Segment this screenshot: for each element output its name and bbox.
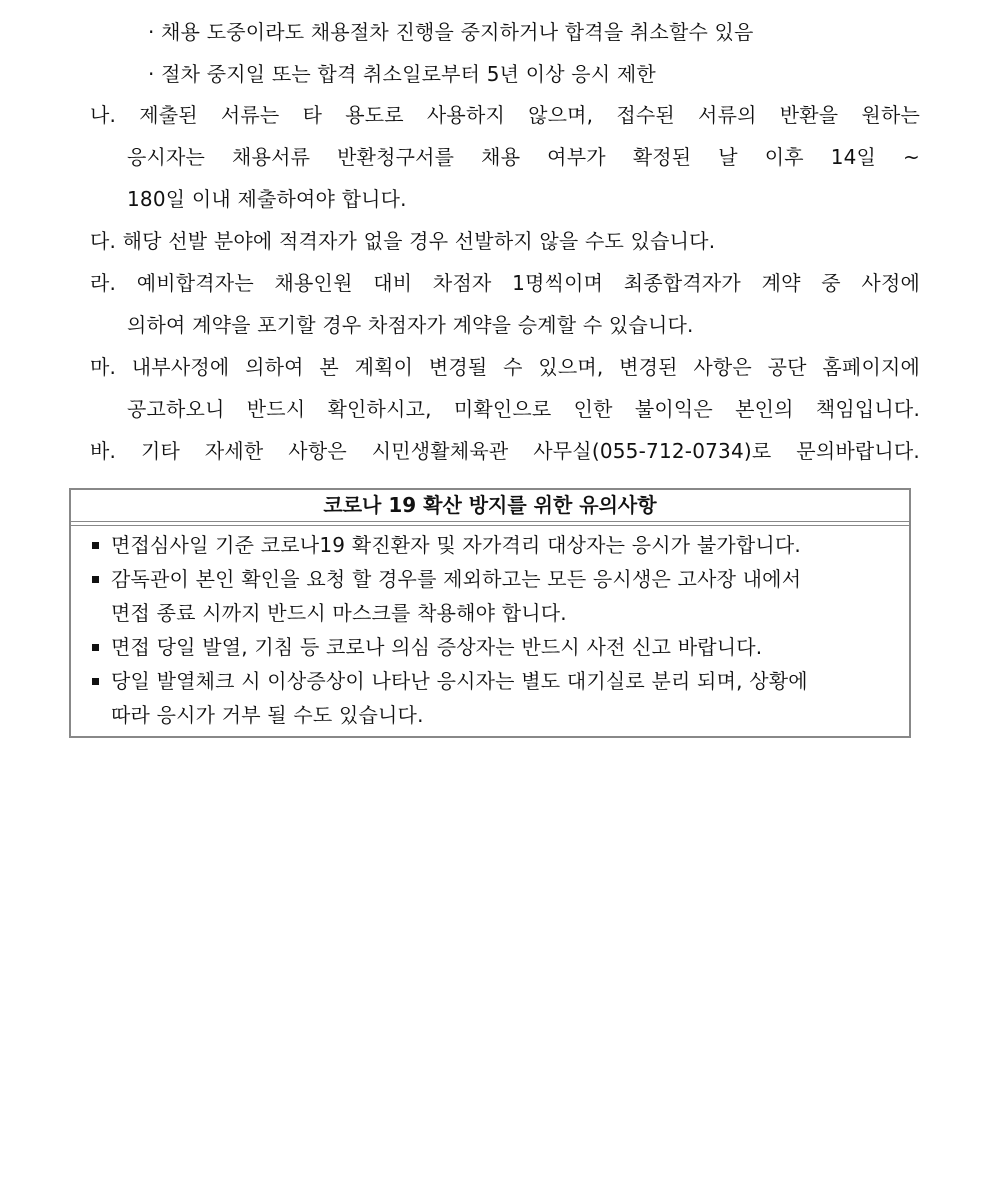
notice-bullet-4-line-1: 당일 발열체크 시 이상증상이 나타난 응시자는 별도 대기실로 분리 되며, 상황에 [111, 669, 808, 693]
item-na-line-1: 나. 제출된 서류는 타 용도로 사용하지 않으며, 접수된 서류의 반환을 원하는 [90, 103, 920, 127]
covid-notice-box [69, 488, 911, 738]
sub-item-application-restriction: · 절차 중지일 또는 합격 취소일로부터 5년 이상 응시 제한 [148, 62, 656, 86]
notice-bullet-2-line-1: 감독관이 본인 확인을 요청 할 경우를 제외하고는 모든 응시생은 고사장 내에서 [111, 567, 802, 591]
item-ra-line-2: 의하여 계약을 포기할 경우 차점자가 계약을 승계할 수 있습니다. [127, 313, 694, 337]
item-ra-line-1: 라. 예비합격자는 채용인원 대비 차점자 1명씩이며 최종합격자가 계약 중 사정에 [90, 271, 920, 295]
bullet-square-icon [92, 542, 99, 549]
item-da-line-1: 다. 해당 선발 분야에 적격자가 없을 경우 선발하지 않을 수도 있습니다. [90, 229, 716, 253]
item-ma-line-2: 공고하오니 반드시 확인하시고, 미확인으로 인한 불이익은 본인의 책임입니다. [127, 397, 920, 421]
notice-bullet-3-line-1: 면접 당일 발열, 기침 등 코로나 의심 증상자는 반드시 사전 신고 바랍니다. [111, 635, 763, 659]
item-ba-line-1: 바. 기타 자세한 사항은 시민생활체육관 사무실(055-712-0734)로 문의바랍니다. [90, 439, 920, 463]
bullet-square-icon [92, 576, 99, 583]
item-na-line-2: 응시자는 채용서류 반환청구서를 채용 여부가 확정된 날 이후 14일 ~ [127, 145, 920, 169]
bullet-square-icon [92, 644, 99, 651]
item-ma-line-1: 마. 내부사정에 의하여 본 계획이 변경될 수 있으며, 변경된 사항은 공단 홈페이지에 [90, 355, 920, 379]
notice-bullet-1-line-1: 면접심사일 기준 코로나19 확진환자 및 자가격리 대상자는 응시가 불가합니다. [111, 533, 801, 557]
bullet-square-icon [92, 678, 99, 685]
covid-notice-title: 코로나 19 확산 방지를 위한 유의사항 [323, 493, 657, 517]
notice-bullet-4-line-2: 따라 응시가 거부 될 수도 있습니다. [111, 703, 424, 727]
item-na-line-3: 180일 이내 제출하여야 합니다. [127, 187, 407, 211]
notice-bullet-2-line-2: 면접 종료 시까지 반드시 마스크를 착용해야 합니다. [111, 601, 567, 625]
title-divider-bottom [71, 525, 909, 526]
title-divider-top [71, 521, 909, 522]
sub-item-cancel-procedure: · 채용 도중이라도 채용절차 진행을 중지하거나 합격을 취소할수 있음 [148, 20, 754, 44]
